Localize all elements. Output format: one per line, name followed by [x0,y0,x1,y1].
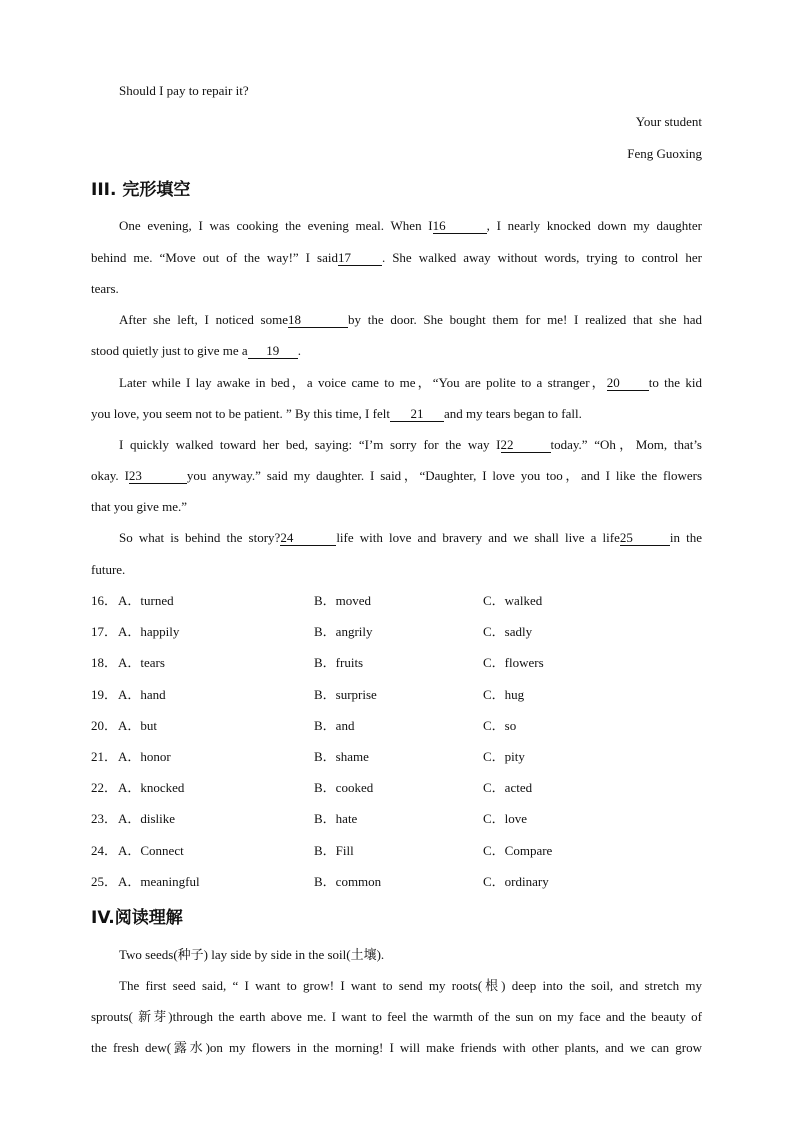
question-number: 19． [91,687,118,702]
option-c: C．pity [483,749,525,764]
option-a: A．meaningful [118,874,200,889]
passage-text: you anyway.” said my daughter. I said，“Daughter, I love you too，and I like the flowers [186,468,703,483]
blank-16: 16 [433,218,487,234]
passage-text: today.” “Oh，Mom, that’s [550,437,702,452]
passage-line: the fresh dew(露水)on my flowers in the morning! I will make friends with other plants, and we can grow [91,1040,702,1055]
option-c: C．hug [483,687,525,702]
passage-line: future. [91,562,126,577]
option-a: A．turned [118,593,174,608]
passage-line [119,436,702,454]
passage-line [91,405,582,423]
question-number: 16． [91,593,118,608]
passage-text: After she left, I noticed some [119,312,288,327]
passage-line [119,374,702,392]
passage-line [91,249,702,267]
question-number: 24． [91,843,118,858]
question-number: 20． [91,718,118,733]
passage-text: stood quietly just to give me a [91,343,248,358]
option-c: C．acted [483,780,533,795]
passage-line: that you give me.” [91,499,188,514]
question-number: 21． [91,749,118,764]
option-a: A．happily [118,624,180,639]
letter-closing: Your student [635,114,702,129]
passage-text: . [297,343,301,358]
blank-18: 18 [288,312,348,328]
passage-line: sprouts( 新芽)through the earth above me. I want to feel the warmth of the sun on my face and the beauty of [91,1009,702,1024]
option-b: B．moved [314,593,372,608]
passage-line [119,311,702,329]
blank-25: 25 [620,530,670,546]
option-a: A．Connect [118,843,184,858]
passage-text: behind me. “Move out of the way!” I said [91,250,338,265]
passage-text: by the door. She bought them for me! I realized that she had [348,312,702,327]
section-4-title: IV.阅读理解 [91,908,183,928]
blank-20: 20 [607,375,649,391]
question-number: 25． [91,874,118,889]
passage-text: , I nearly knocked down my daughter [486,218,702,233]
option-b: B．cooked [314,780,374,795]
blank-17: 17 [338,250,382,266]
blank-22: 22 [501,437,551,453]
blank-23: 23 [129,468,187,484]
blank-24: 24 [280,530,336,546]
passage-text: to the kid [648,375,703,390]
passage-line: Two seeds(种子) lay side by side in the soil(土壤). [119,947,385,962]
option-b: B．hate [314,811,358,826]
option-a: A．hand [118,687,166,702]
option-c: C．Compare [483,843,553,858]
passage-line [119,529,702,547]
option-c: C．love [483,811,528,826]
option-c: C．ordinary [483,874,549,889]
question-number: 22． [91,780,118,795]
question-number: 23． [91,811,118,826]
option-b: B．common [314,874,382,889]
option-b: B．fruits [314,655,364,670]
passage-line [91,342,301,360]
option-a: A．tears [118,655,165,670]
letter-signature: Feng Guoxing [627,146,702,161]
option-a: A．dislike [118,811,176,826]
option-c: C．flowers [483,655,544,670]
passage-text: okay. I [91,468,129,483]
passage-text: . She walked away without words, trying to control her [381,250,702,265]
question-number: 18． [91,655,118,670]
option-b: B．surprise [314,687,377,702]
passage-line [119,217,702,235]
passage-text: One evening, I was cooking the evening meal. When I [119,218,433,233]
passage-text: I quickly walked toward her bed, saying: “I’m sorry for the way I [119,437,501,452]
section-3-title: III. 完形填空 [91,180,191,200]
option-a: A．but [118,718,158,733]
passage-line: The first seed said, “ I want to grow! I want to send my roots(根) deep into the soil, and stretch my [119,978,702,993]
question-number: 17． [91,624,118,639]
option-b: B．shame [314,749,369,764]
option-b: B．angrily [314,624,373,639]
letter-question: Should I pay to repair it? [119,83,249,98]
option-c: C．so [483,718,517,733]
passage-text: and my tears began to fall. [443,406,582,421]
option-a: A．honor [118,749,171,764]
blank-21: 21 [390,406,444,422]
option-c: C．walked [483,593,543,608]
passage-text: in the [669,530,702,545]
passage-text: you love, you seem not to be patient. ” By this time, I felt [91,406,390,421]
passage-text: So what is behind the story? [119,530,281,545]
passage-text: Later while I lay awake in bed，a voice came to me，“You are polite to a stranger， [119,375,607,390]
option-a: A．knocked [118,780,185,795]
passage-text: life with love and bravery and we shall live a life [336,530,620,545]
passage-line: tears. [91,281,119,296]
passage-line [91,467,702,485]
blank-19: 19 [248,343,298,359]
option-b: B．Fill [314,843,354,858]
option-c: C．sadly [483,624,533,639]
option-b: B．and [314,718,355,733]
